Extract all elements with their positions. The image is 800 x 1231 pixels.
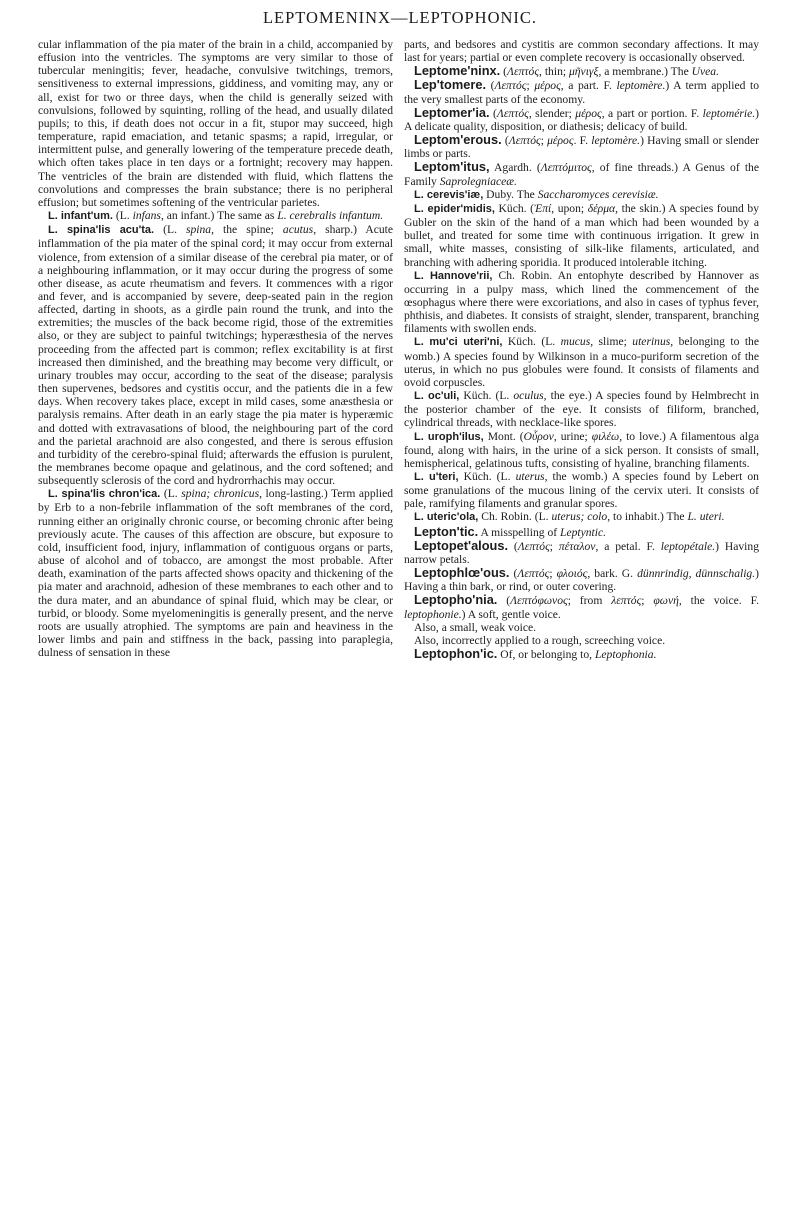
entry-text: (L. — [160, 487, 182, 501]
entry-text: Küch. (L. — [502, 335, 561, 349]
entry-subheadword: L. cerevis'iæ, — [414, 188, 484, 201]
italic-term: infans — [132, 209, 161, 223]
entry-text: Ch. Robin. (L. — [478, 510, 552, 524]
entry-text: (L. — [112, 209, 133, 223]
entry-text: ) Having small or slender limbs or parts. — [404, 134, 759, 161]
entry-text: ; — [641, 594, 654, 608]
entry-subheadword: L. uteric'ola, — [414, 511, 479, 524]
entry-text: Ch. Robin. An entophyte described by Hannover as occurring in a pulpy mass, which lined the commencement of the œsophagus where there were excoriations, and also in cases of typhus fever, phthisis, and diabetes. It consists of straight, slender, transparent, branching filaments with swollen ends. — [404, 268, 759, 336]
entry-text: Küch. (L. — [459, 389, 514, 403]
greek-etymon: Ἐπί — [533, 201, 552, 215]
entry-text: Also, a small, weak voice. — [414, 620, 537, 634]
entry-text: , to inhabit.) The — [607, 510, 688, 524]
entry-paragraph — [404, 593, 759, 620]
greek-etymon: Οὖρον — [523, 429, 554, 443]
entry-text: ) Having narrow petals. — [404, 539, 759, 566]
italic-term: L. cerebralis infantum. — [277, 209, 384, 223]
italic-term: leptopétale. — [660, 539, 716, 553]
entry-paragraph — [404, 539, 759, 566]
entry-text: Duby. The — [483, 187, 538, 201]
entry-text: Küch. (L. — [458, 470, 516, 483]
entry-text: ; — [526, 79, 535, 93]
greek-etymon: φωνή — [653, 594, 679, 608]
entry-text: ) A delicate quality, disposition, or diathesis; delicacy of build. — [404, 106, 759, 133]
entry-subheadword: L. epider'midis, — [414, 202, 495, 215]
entry-text: Mont. ( — [483, 429, 524, 443]
greek-etymon: Λεπτός — [508, 134, 541, 148]
entry-text: ; from — [567, 594, 612, 608]
entry-paragraph — [38, 487, 393, 659]
greek-etymon: δέρμα — [587, 201, 616, 215]
entry-text: ( — [500, 65, 507, 79]
greek-etymon: λεπτός — [611, 594, 642, 608]
entry-subheadword: L. oc'uli, — [414, 390, 460, 403]
entry-paragraph — [404, 202, 759, 269]
entry-paragraph — [404, 106, 759, 133]
greek-etymon: φλοιός — [556, 567, 588, 581]
entry-text: , slender; — [528, 106, 576, 120]
entry-subheadword: L. spina'lis acu'ta. — [48, 224, 155, 237]
italic-term: dünnrindig, dünnschalig. — [637, 567, 756, 581]
entry-paragraph — [404, 38, 759, 64]
entry-subheadword: L. spina'lis chron'ica. — [48, 488, 161, 501]
greek-etymon: πέταλον — [558, 539, 596, 553]
entry-headword: Leptopet'alous. — [414, 537, 509, 553]
entry-paragraph — [404, 566, 759, 593]
entry-subheadword: L. u'teri, — [414, 471, 459, 483]
entry-text: , urine; — [553, 429, 592, 443]
italic-term: leptomère. — [616, 79, 666, 93]
entry-paragraph — [404, 525, 759, 539]
entry-paragraph — [404, 335, 759, 389]
greek-etymon: φιλέω — [591, 429, 620, 443]
italic-term: leptophonie. — [404, 607, 462, 621]
entry-text: , the womb.) A species found by Lebert on some granulations of the mucous lining of the cervix uteri. It consists of pale, ramifying filaments and granular spores. — [404, 470, 759, 511]
entry-paragraph — [404, 647, 759, 661]
entry-headword: Leptom'erous. — [414, 132, 502, 148]
entry-paragraph — [404, 64, 759, 78]
entry-headword: Leptomer'ia. — [414, 104, 490, 120]
entry-paragraph — [404, 430, 759, 470]
entry-paragraph — [404, 269, 759, 336]
entry-text: , a part. F. — [560, 79, 617, 93]
entry-subheadword: L. Hannove'rii, — [414, 269, 493, 282]
italic-term: uterus; colo — [551, 510, 608, 524]
entry-text: , a membrane.) The — [598, 65, 692, 79]
entry-text: ( — [497, 594, 511, 608]
greek-etymon: Λεπτόμιτος — [540, 161, 592, 175]
entry-paragraph — [404, 470, 759, 510]
italic-term: uterus — [515, 470, 545, 483]
entry-text: cular inflammation of the pia mater of the brain in a child, accompanied by effusion into the ventricles. The symptoms are very similar to those of tubercular meningitis; fever, headache, convulsive twitchings, tremors, sensitiveness to external impressions, giddiness, and vomiting may, any or all, exist for two or three days, when the child is generally seized with convulsions, followed by squinting, rolling of the head, and usually dilated pupils; to this, if death does not occur in a fit, stupor may succeed, high temperature, rapid emaciation, and tetanic spasms; a rapid, irregular, or intermittent pulse, and generally lowering of the temperature precede death, which often takes place in ten days or a fortnight; recovery may happen. The ventricles of the brain are distended with fluid, which flattens the convolutions and compresses the brain substance; there is no peripheral effusion; but sometimes softening of the ventricular parietes. — [38, 38, 393, 209]
entry-text: ( — [489, 106, 497, 120]
italic-term: Leptyntic. — [560, 525, 607, 539]
italic-term: L. uteri. — [687, 510, 725, 524]
entry-text: , the eye.) A species found by Helmbrecht in the posterior chamber of the eye. It consists of filiform, branched, cylindrical threads, with necklace-like spores. — [404, 389, 759, 430]
entry-headword: Leptophlœ'ous. — [414, 565, 510, 581]
italic-term: Leptophonia. — [594, 648, 657, 662]
entry-paragraph — [404, 133, 759, 160]
entry-headword: Lepton'tic. — [414, 523, 479, 539]
italic-term: oculus — [513, 389, 544, 403]
entry-text: ; — [540, 134, 548, 148]
entry-text: ) A soft, gentle voice. — [461, 607, 561, 621]
entry-text: , an infant.) The same as — [160, 209, 278, 223]
entry-subheadword: L. mu'ci uteri'ni, — [414, 336, 503, 349]
entry-text: ) A term applied to the very smallest parts of the economy. — [404, 79, 760, 106]
entry-text: , a petal. F. — [595, 539, 661, 553]
running-head: LEPTOMENINX—LEPTOPHONIC. — [262, 8, 538, 27]
entry-text: , the spine; — [211, 223, 283, 237]
italic-term: leptomérie. — [702, 106, 756, 120]
italic-term: Saprolegniaceæ. — [439, 174, 517, 188]
entry-subheadword: L. infant'um. — [48, 210, 113, 223]
entry-paragraph — [404, 389, 759, 429]
entry-headword: Leptom'itus, — [414, 159, 490, 175]
italic-term: uterinus — [632, 335, 671, 349]
entry-text: (L. — [154, 223, 186, 237]
italic-term: Saccharomyces cerevisiæ. — [537, 187, 659, 201]
entry-paragraph — [404, 78, 759, 105]
entry-headword: Leptophon'ic. — [414, 646, 498, 662]
entry-text: ( — [486, 79, 495, 93]
entry-text: , the voice. F. — [678, 594, 760, 608]
entry-headword: Lep'tomere. — [414, 77, 487, 93]
italic-term: spina — [185, 223, 212, 237]
entry-text: ( — [509, 567, 518, 581]
entry-text: Also, incorrectly applied to a rough, screeching voice. — [414, 633, 666, 647]
entry-text: , sharp.) Acute inflammation of the pia mater of the spinal cord; it may occur from external violence, from extension of a similar disease of the cerebral pia mater, or of a neighbouring inflammation, or it may occur during the progress of some other disease, as acute rheumatism and fevers. It commences with a rigor and fever, and is accompanied by severe, deep-seated pain in the region affected, darting in shoots, as a girdle pain round the trunk, and into the extremities; the muscles of the back become rigid, those of the extremities also, or they are subject to painful twitchings; hyperæsthesia of the nerves proceeding from the affected part is common; reflex excitability is at first increased then diminished, and the breathing may become very difficult, or urinary troubles may occur, according to the seat of the disease; paralysis then supervenes, bedsores and cystitis occur, and the patients die in a few days. When recovery takes place, except in mild cases, some anæsthesia or paralysis remains. After death in an early stage the pia mater is hyperæmic and dotted with extravasations of blood, the neighbouring part of the cord and the parietal arachnoid are also congested, and there is serous effusion and turbidity of the cerebro-spinal fluid; afterwards the effusion is purulent, the membranes become opaque and gelatinous, and the cord softened; and subsequently sclerosis of the cord and hydrorrhachis may occur. — [38, 223, 394, 488]
entry-text: , to love.) A filamentous alga found, along with hairs, in the urine of a sick person. It consists of small, hemispherical, gelatinous tufts, consisting of hyaline, branching filaments. — [404, 429, 759, 470]
entry-text: , of fine threads.) A Genus of the Family — [404, 161, 760, 188]
entry-paragraph — [38, 223, 393, 487]
italic-term: spina; chronicus — [181, 487, 260, 501]
italic-term: acutus — [282, 223, 314, 237]
entry-text: , a part or portion. F. — [601, 106, 703, 120]
entry-text: , upon; — [551, 201, 588, 215]
greek-etymon: Λεπτός — [507, 65, 540, 79]
entry-headword: Leptopho'nia. — [414, 592, 498, 608]
greek-etymon: Λεπτόφωνος — [510, 594, 568, 608]
entry-text: , bark. G. — [587, 567, 638, 581]
entry-text: A misspelling of — [478, 525, 560, 539]
entry-text: ) Having a thin bark, or rind, or outer covering. — [404, 567, 759, 594]
italic-term: leptomère. — [591, 134, 641, 148]
entry-text: , long-lasting.) Term applied by Erb to a non-febrile inflammation of the soft membranes of the cord, running either an originally chronic course, or becoming chronic after being previously acute. The causes of this affection are obscure, but exposure to cold, insufficient food, injury, inflammation of contiguous organs or parts, abuse of alcohol and of tobacco, are amongst the most probable. After death, examination of the parts affected shows opacity and thickening of the pia mater and arachnoid, adhesion of these membranes to each other and to the dura mater, and an abundance of spinal fluid, which may be clear, or turbid, or bloody. Some myelomeningitis is generally present, and the nerve roots are usually atrophied. The symptoms are pain and heaviness in the lower limbs and pain and stiffness in the back, passing into paraplegia, dulness of sensation in these — [38, 487, 394, 660]
entry-subheadword: L. uroph'ilus, — [414, 430, 484, 443]
italic-term: Uvea. — [691, 65, 719, 79]
entry-text: . F. — [573, 134, 592, 148]
entry-text: ( — [508, 539, 518, 553]
greek-etymon: μῆνιγξ — [568, 65, 599, 79]
entry-text: Agardh. ( — [489, 161, 541, 175]
greek-etymon: μέρος — [575, 106, 602, 120]
entry-paragraph — [404, 621, 759, 634]
greek-etymon: Λεπτός — [496, 106, 529, 120]
greek-etymon: Λεπτός — [517, 539, 550, 553]
entry-paragraph — [38, 209, 393, 223]
entry-text: Küch. ( — [494, 201, 534, 215]
greek-etymon: Λεπτός — [494, 79, 527, 93]
italic-term: mucus — [560, 335, 591, 349]
entry-text: , slime; — [590, 335, 633, 349]
entry-text: ; — [549, 539, 559, 553]
entry-text: , the skin.) A species found by Gubler on the skin of the hand of a man which had been wounded by a bullet, and treated for some time with continuous irrigation. It grew in small, white masses, consisting of silk-like filaments, articulated, and branching with adhering sporidia. It produced intolerable itching. — [404, 201, 760, 269]
entry-text: , belonging to the womb.) A species found by Wilkinson in a muco-puriform secretion of the uterus, in which no pus globules were found. It consists of filaments and ovoid corpuscles. — [404, 335, 759, 389]
greek-etymon: Λεπτός — [517, 567, 550, 581]
entry-paragraph — [38, 38, 393, 209]
entry-paragraph — [404, 188, 759, 202]
greek-etymon: μέρος — [534, 79, 561, 93]
entry-text: ( — [501, 134, 509, 148]
entry-text: parts, and bedsores and cystitis are common secondary affections. It may last for years; partial or even complete recovery is occasionally observed. — [404, 38, 759, 65]
entry-paragraph — [404, 160, 759, 187]
entry-text: ; — [549, 567, 557, 581]
entry-text: Of, or belonging to, — [497, 648, 595, 662]
right-column — [404, 38, 759, 661]
entry-headword: Leptome'ninx. — [414, 63, 501, 79]
greek-etymon: μέρος — [547, 134, 574, 148]
left-column — [38, 38, 393, 659]
entry-text: , thin; — [539, 65, 569, 79]
entry-paragraph — [404, 510, 759, 524]
